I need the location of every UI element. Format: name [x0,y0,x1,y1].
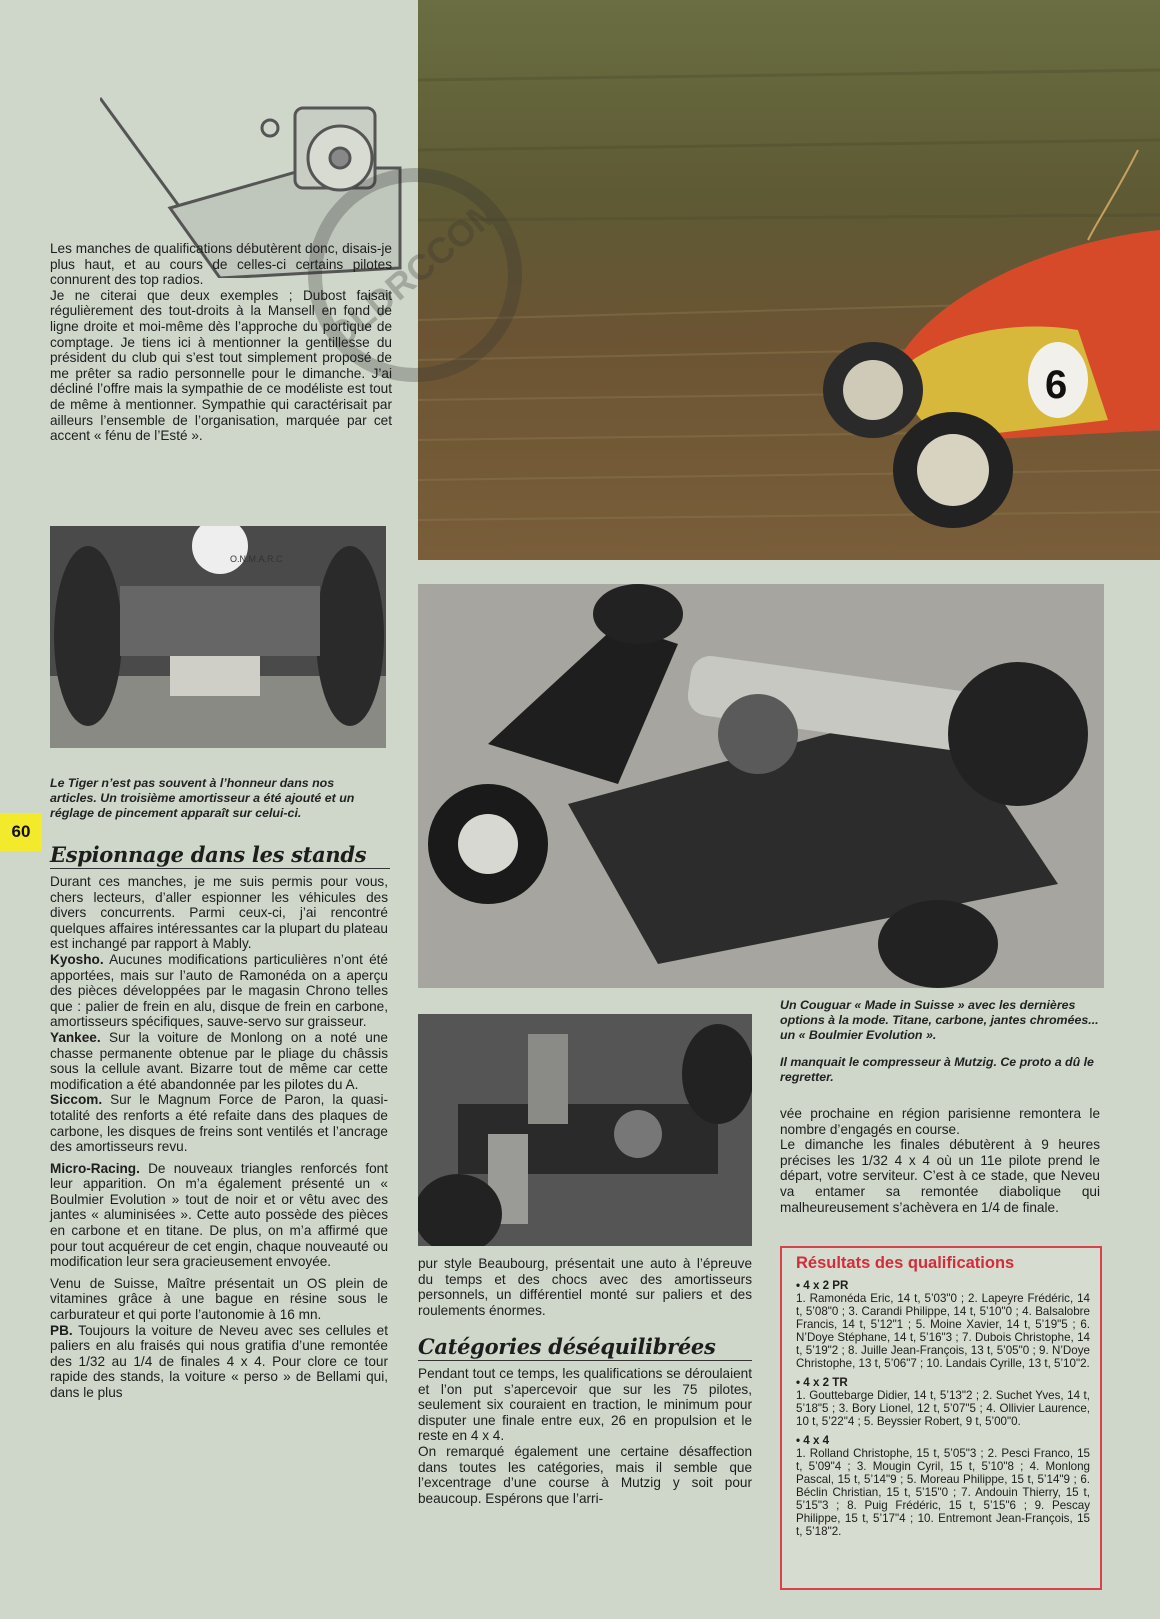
results-list: 1. Gouttebarge Didier, 14 t, 5’13"2 ; 2. Suchet Yves, 14 t, 5’18"5 ; 3. Bory Lionel, 12 t, 5’07"5 ; 4. Ollivier Laurence, 10 t, 5’22"4 ; 5. Beyssier Robert, 9 t, 5’00"0. [796,1389,1090,1428]
heading-rule [418,1360,752,1361]
results-title: Résultats des qualifications [796,1254,1015,1272]
middle-text: pur style Beaubourg, présentait une auto à l’épreuve du temps et des chocs avec des amortisseurs personnels, un différentiel monté sur paliers et des roulements énormes. [418,1256,752,1318]
watermark-text: OLDRCCOM [319,189,508,357]
heading-stands: Espionnage dans les stands [50,842,367,867]
results-list: 1. Rolland Christophe, 15 t, 5’05"3 ; 2. Pesci Franco, 15 t, 5’09"4 ; 3. Mougin Cyril, 15 t, 5’10"8 ; 4. Monlong Pascal, 15 t, 5’14"9 ; 5. Moreau Philippe, 15 t, 5’14"9 ; 6. Béclin Christian, 15 t, 5’15"0 ; 7. Andouin Thierry, 15 t, 5’15"3 ; 8. Puig Frédéric, 15 t, 5’15"6 ; 9. Pescay Philippe, 15 t, 5’17"4 ; 10. Entremont Jean-François, 15 t, 5’18"2. [796,1447,1090,1538]
results-box [780,1246,1102,1590]
heading-categories: Catégories déséquilibrées [418,1334,716,1359]
stands-paragraph: Venu de Suisse, Maître présentait un OS plein de vitamines grâce à une bague en résine sous le carburateur et qui porte l’autonomie à 16 mn. [50,1275,388,1323]
tiger-plate: O.N.M.A.R.C [230,554,283,564]
caption-couguar: Un Couguar « Made in Suisse » avec les dernières options à la mode. Titane, carbone, jantes chromées... un « Boulmier Evolution ». [780,998,1099,1042]
heading-rule [50,868,390,869]
categories-paragraph: On remarqué également une certaine désaffection dans toutes les catégories, mais il semble que l’excentrage d’une course à Mutzig y soit pour beaucoup. Espérons que l’arri- [418,1443,752,1506]
right-paragraph: vée prochaine en région parisienne remontera le nombre d’engagés en course. [780,1106,1100,1137]
stands-paragraph: Durant ces manches, je me suis permis pour vous, chers lecteurs, d’aller espionner les véhicules des divers concurrents. Parmi ceux-ci, j’ai rencontré quelques affaires intéressantes car la plupart du plateau est inchangé par rapport à Mably. [50,874,388,952]
results-category-4x4: • 4 x 4 [796,1434,830,1447]
stands-paragraph-yankee: Yankee. Sur la voiture de Monlong on a noté une chasse permanente obtenue par le pliage du châssis sous la cellule avant. Bizarre tout de même car cette modification a été abandonnée par les pilotes du A. [50,1029,388,1092]
proto-photo [418,1014,752,1246]
stands-paragraph-micro-racing: Micro-Racing. De nouveaux triangles renforcés font leur apparition. On m’a également présenté un « Boulmier Evolution » tout de noir et or vêtu avec des jantes « aluminisées ». Cette auto possède des pièces en carbone et en titane. De plus, on m’a affirmé que pour tout acquéreur de cet engin, chaque nouveauté ou modification leur sera gracieusement envoyée. [50,1160,388,1270]
results-list: 1. Ramonéda Eric, 14 t, 5’03"0 ; 2. Lapeyre Frédéric, 14 t, 5’08"0 ; 3. Carandi Philippe, 14 t, 5’10"0 ; 4. Balsalobre Francis, 14 t, 5’12"1 ; 5. Moine Xavier, 14 t, 5’19"5 ; 6. N’Doye Stéphane, 14 t, 5’16"3 ; 7. Dubois Christophe, 14 t, 5’19"2 ; 8. Juille Jean-François, 13 t, 5’05"0 ; 9. N’Doye Christophe, 13 t, 5’06"7 ; 10. Landais Cyrille, 13 t, 5’10"2. [796,1292,1090,1370]
intro-text [50,241,392,444]
caption-proto: Il manquait le compresseur à Mutzig. Ce proto a dû le regretter. [780,1055,1094,1084]
couguar-photo [418,584,1104,988]
intro-paragraph: Je ne citerai que deux exemples ; Dubost faisait régulièrement des tout-droits à la Mansell en fond de ligne droite et moi-même dès l’approche du portique de comptage. Je tiens ici à mentionner la gentillesse du président du club qui s’est tout simplement proposé de me prêter sa radio personnelle pour le dimanche. J’ai décliné l’offre mais la sympathie de ce modéliste est tout de même à mentionner. Sympathie qui caractérisait par ailleurs l’ensemble de l’organisation, marquée par cet accent « fénu de l’Esté ». [50,287,392,444]
stands-paragraph-pb: PB. Toujours la voiture de Neveu avec ses cellules et paliers en alu fraisés qui nous gratifia d’une remontée des 1/32 au 1/4 de finales 4 x 4. Pour clore ce tour rapide des stands, la voiture « perso » de Bellami qui, dans le plus [50,1322,388,1400]
stands-paragraph-siccom: Siccom. Sur le Magnum Force de Paron, la quasi-totalité des renforts a été refaite dans des plaques de carbone, les disques de freins sont ventilés et l’ancrage des amortisseurs revu. [50,1092,388,1155]
race-number: 6 [1045,363,1068,407]
categories-text [418,1366,752,1506]
intro-paragraph: Les manches de qualifications débutèrent donc, disais-je plus haut, et au cours de celles-ci certains pilotes connurent des top radios. [50,241,392,288]
stands-paragraph-kyosho: Kyosho. Aucunes modifications particulières n’ont été apportées, mais sur l’auto de Ramonéda on a aperçu des pièces développées par le magasin Chrono telles que : palier de frein en alu, disque de frein en carbone, amortisseurs spécifiques, sauve-servo sur graisseur. [50,951,388,1030]
right-text [780,1106,1100,1215]
right-paragraph: Le dimanche les finales débutèrent à 9 heures précises les 1/32 4 x 4 où un 11e pilote prend le départ, votre serviteur. C’est à ce stade, que Neveu va entamer sa remontée diabolique qui malheureusement s’achèvera en 1/4 de finale. [780,1137,1100,1215]
stands-text [50,874,388,1401]
categories-paragraph: Pendant tout ce temps, les qualifications se déroulaient et l’on put s’apercevoir que sur les 75 pilotes, seulement six couraient en traction, le minimum pour disputer une finale entre eux, 26 en propulsion et le reste en 4 x 4. [418,1366,752,1444]
tiger-photo [50,526,386,748]
results-category-4x2pr: • 4 x 2 PR [796,1279,849,1292]
caption-tiger: Le Tiger n’est pas souvent à l’honneur dans nos articles. Un troisième amortisseur a été ajouté et un réglage de pincement apparaît sur celui-ci. [50,776,355,820]
results-category-4x2tr: • 4 x 2 TR [796,1376,848,1389]
page-number: 60 [0,813,42,851]
